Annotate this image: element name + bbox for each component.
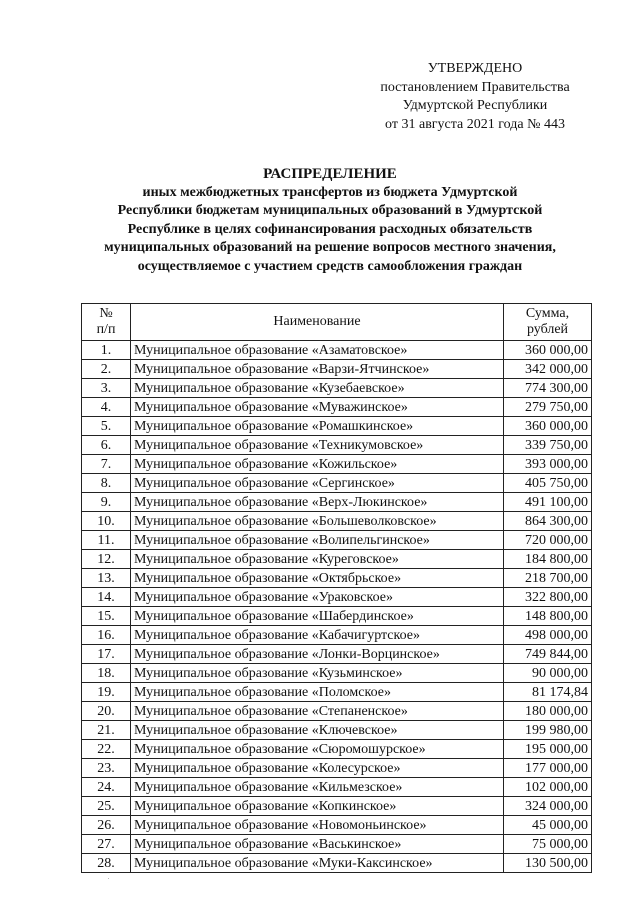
row-number: 19. xyxy=(82,683,131,702)
title-line: Республики бюджетам муниципальных образований в Удмуртской xyxy=(117,203,543,219)
row-number: 13. xyxy=(82,569,131,588)
table-row xyxy=(82,759,592,778)
table-row xyxy=(82,607,592,626)
table-row xyxy=(82,740,592,759)
row-number: 27. xyxy=(82,835,131,854)
title-line: осуществляемое с участием средств самообложения граждан xyxy=(137,258,523,274)
table-row xyxy=(82,379,592,398)
table-row xyxy=(82,360,592,379)
row-number: 4. xyxy=(82,398,131,417)
row-name: Муниципальное образование «Азаматовское» xyxy=(131,341,504,360)
row-name: Муниципальное образование «Шабердинское» xyxy=(131,607,504,626)
table-row xyxy=(82,626,592,645)
document-title xyxy=(70,165,590,277)
table-row xyxy=(82,588,592,607)
row-sum: 498 000,00 xyxy=(504,626,592,645)
row-sum: 864 300,00 xyxy=(504,512,592,531)
table-row xyxy=(82,645,592,664)
row-sum: 184 800,00 xyxy=(504,550,592,569)
table-row xyxy=(82,664,592,683)
row-name: Муниципальное образование «Большеволковское» xyxy=(131,512,504,531)
row-sum: 102 000,00 xyxy=(504,778,592,797)
row-sum: 339 750,00 xyxy=(504,436,592,455)
row-name: Муниципальное образование «Копкинское» xyxy=(131,797,504,816)
row-name: Муниципальное образование «Колесурское» xyxy=(131,759,504,778)
row-number: 22. xyxy=(82,740,131,759)
row-name: Муниципальное образование «Ключевское» xyxy=(131,721,504,740)
row-number: 18. xyxy=(82,664,131,683)
row-sum: 81 174,84 xyxy=(504,683,592,702)
row-name: Муниципальное образование «Степаненское» xyxy=(131,702,504,721)
row-number: 9. xyxy=(82,493,131,512)
row-name: Муниципальное образование «Верх-Люкинское» xyxy=(131,493,504,512)
row-name: Муниципальное образование «Муки-Каксинское» xyxy=(131,854,504,873)
table-header-row xyxy=(82,304,592,341)
row-number: 7. xyxy=(82,455,131,474)
row-name: Муниципальное образование «Новомоньинское» xyxy=(131,816,504,835)
row-sum: 342 000,00 xyxy=(504,360,592,379)
row-name: Муниципальное образование «Кузебаевское» xyxy=(131,379,504,398)
row-sum: 90 000,00 xyxy=(504,664,592,683)
approval-date: от 31 августа 2021 года № 443 xyxy=(385,116,565,132)
row-number: 23. xyxy=(82,759,131,778)
row-number: 5. xyxy=(82,417,131,436)
title-line: муниципальных образований на решение вопросов местного значения, xyxy=(104,240,556,256)
row-sum: 324 000,00 xyxy=(504,797,592,816)
row-number: 2. xyxy=(82,360,131,379)
table-row xyxy=(82,398,592,417)
row-number: 1. xyxy=(82,341,131,360)
row-sum: 130 500,00 xyxy=(504,854,592,873)
table-row xyxy=(82,474,592,493)
row-sum: 199 980,00 xyxy=(504,721,592,740)
table-row xyxy=(82,835,592,854)
table-row xyxy=(82,341,592,360)
header-name: Наименование xyxy=(131,304,504,341)
row-name: Муниципальное образование «Поломское» xyxy=(131,683,504,702)
row-name: Муниципальное образование «Васькинское» xyxy=(131,835,504,854)
row-number: 8. xyxy=(82,474,131,493)
distribution-table xyxy=(81,303,592,873)
header-sum: Сумма, рублей xyxy=(504,304,592,341)
table-row xyxy=(82,702,592,721)
table-row xyxy=(82,531,592,550)
table-row xyxy=(82,854,592,873)
row-number: 12. xyxy=(82,550,131,569)
row-sum: 774 300,00 xyxy=(504,379,592,398)
row-sum: 45 000,00 xyxy=(504,816,592,835)
row-number: 3. xyxy=(82,379,131,398)
title-line: Республике в целях софинансирования расходных обязательств xyxy=(127,221,533,237)
row-name: Муниципальное образование «Октябрьское» xyxy=(131,569,504,588)
row-number: 15. xyxy=(82,607,131,626)
title-line: иных межбюджетных трансфертов из бюджета Удмуртской xyxy=(142,184,518,200)
approval-title: УТВЕРЖДЕНО xyxy=(427,61,523,76)
table-row xyxy=(82,797,592,816)
row-sum: 360 000,00 xyxy=(504,417,592,436)
row-sum: 491 100,00 xyxy=(504,493,592,512)
row-name: Муниципальное образование «Техникумовское» xyxy=(131,436,504,455)
row-number: 17. xyxy=(82,645,131,664)
row-number: 6. xyxy=(82,436,131,455)
row-number: 20. xyxy=(82,702,131,721)
row-sum: 720 000,00 xyxy=(504,531,592,550)
table-body xyxy=(82,341,592,873)
table-row xyxy=(82,493,592,512)
row-number: 10. xyxy=(82,512,131,531)
row-number: 28. xyxy=(82,854,131,873)
row-number: 21. xyxy=(82,721,131,740)
row-number: 25. xyxy=(82,797,131,816)
table-row xyxy=(82,455,592,474)
row-name: Муниципальное образование «Кильмезское» xyxy=(131,778,504,797)
row-sum: 360 000,00 xyxy=(504,341,592,360)
approval-republic: Удмуртской Республики xyxy=(402,98,548,113)
header-number: № п/п xyxy=(82,304,131,341)
row-number: 14. xyxy=(82,588,131,607)
row-number: 24. xyxy=(82,778,131,797)
approval-stamp xyxy=(360,60,590,134)
table-row xyxy=(82,816,592,835)
table-row xyxy=(82,436,592,455)
row-name: Муниципальное образование «Варзи-Ятчинское» xyxy=(131,360,504,379)
row-name: Муниципальное образование «Кузьминское» xyxy=(131,664,504,683)
row-name: Муниципальное образование «Ромашкинское» xyxy=(131,417,504,436)
row-number: 26. xyxy=(82,816,131,835)
approval-decree: постановлением Правительства xyxy=(380,79,570,95)
row-sum: 218 700,00 xyxy=(504,569,592,588)
row-sum: 75 000,00 xyxy=(504,835,592,854)
table-row xyxy=(82,417,592,436)
row-name: Муниципальное образование «Сюромошурское» xyxy=(131,740,504,759)
table-row xyxy=(82,683,592,702)
row-number: 16. xyxy=(82,626,131,645)
row-name: Муниципальное образование «Кожильское» xyxy=(131,455,504,474)
row-sum: 393 000,00 xyxy=(504,455,592,474)
row-name: Муниципальное образование «Лонки-Ворцинское» xyxy=(131,645,504,664)
row-sum: 405 750,00 xyxy=(504,474,592,493)
row-name: Муниципальное образование «Сергинское» xyxy=(131,474,504,493)
table-row xyxy=(82,778,592,797)
table-row xyxy=(82,512,592,531)
row-name: Муниципальное образование «Ураковское» xyxy=(131,588,504,607)
row-sum: 177 000,00 xyxy=(504,759,592,778)
row-sum: 180 000,00 xyxy=(504,702,592,721)
row-name: Муниципальное образование «Волипельгинское» xyxy=(131,531,504,550)
row-sum: 279 750,00 xyxy=(504,398,592,417)
row-number: 11. xyxy=(82,531,131,550)
row-sum: 749 844,00 xyxy=(504,645,592,664)
row-sum: 322 800,00 xyxy=(504,588,592,607)
table-row xyxy=(82,550,592,569)
row-name: Муниципальное образование «Муважинское» xyxy=(131,398,504,417)
row-name: Муниципальное образование «Куреговское» xyxy=(131,550,504,569)
table-row xyxy=(82,569,592,588)
row-sum: 195 000,00 xyxy=(504,740,592,759)
row-sum: 148 800,00 xyxy=(504,607,592,626)
table-row xyxy=(82,721,592,740)
scan-speck xyxy=(108,878,109,879)
row-name: Муниципальное образование «Кабачигуртское» xyxy=(131,626,504,645)
title-main: РАСПРЕДЕЛЕНИЕ xyxy=(263,166,397,182)
